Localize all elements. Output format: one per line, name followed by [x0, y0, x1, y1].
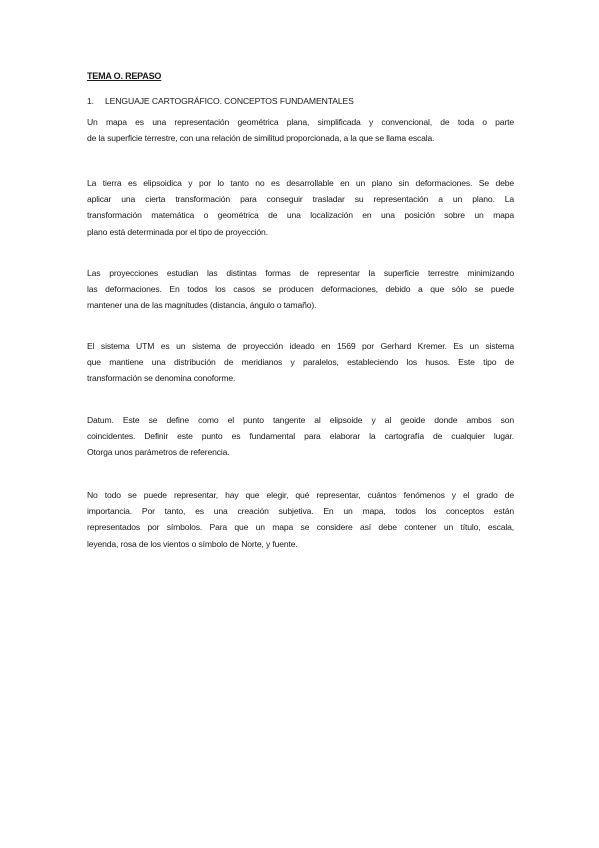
paragraph-line: de la superficie terrestre, con una relación de similitud proporcionada, a la que se llama escala.: [87, 133, 435, 144]
paragraph-line: aplicar una cierta transformación para conseguir trasladar su representación a un plano. La: [87, 194, 514, 205]
paragraph-line: plano está determinada por el tipo de proyección.: [87, 226, 268, 237]
paragraph-line: El sistema UTM es un sistema de proyección ideado en 1569 por Gerhard Kremer. Es un sistema: [87, 341, 514, 351]
paragraph-line: No todo se puede representar, hay que elegir, qué representar, cuántos fenómenos y el grado de: [87, 490, 514, 500]
paragraph-line: las deformaciones. En todos los casos se producen deformaciones, debido a que sólo se puede: [87, 284, 514, 295]
paragraph-line: transformación matemática o geométrica de una localización en una posición sobre un mapa: [87, 210, 514, 221]
section-title: LENGUAJE CARTOGRÁFICO. CONCEPTOS FUNDAMENTALES: [105, 96, 354, 106]
paragraph-map-elements: [87, 487, 514, 552]
paragraph-earth-ellipsoid: [87, 175, 514, 240]
paragraph-line: Un mapa es una representación geométrica plana, simplificada y convencional, de toda o parte: [87, 117, 514, 127]
paragraph-line: transformación se denomina conoforme.: [87, 373, 236, 384]
paragraph-utm-system: [87, 338, 514, 387]
paragraph-datum: [87, 412, 514, 461]
paragraph-line: coincidentes. Definir este punto es fundamental para elaborar la cartografía de cualquier lugar.: [87, 431, 514, 442]
paragraph-line: mantener una de las magnitudes (distancia, ángulo o tamaño).: [87, 300, 317, 311]
section-heading: [87, 96, 354, 106]
paragraph-line: Datum. Este se define como el punto tangente al elipsoide y al geoide donde ambos son: [87, 415, 514, 425]
paragraph-line: La tierra es elipsoidica y por lo tanto no es desarrollable en un plano sin deformaciones. Se debe: [87, 178, 514, 188]
paragraph-line: leyenda, rosa de los vientos o símbolo de Norte, y fuente.: [87, 538, 298, 549]
paragraph-line: que mantiene una distribución de meridianos y paralelos, estableciendo los husos. Este tipo de: [87, 357, 514, 368]
paragraph-line: Otorga unos parámetros de referencia.: [87, 447, 230, 458]
paragraph-line: representados por símbolos. Para que un mapa se considere así debe contener un título, escala,: [87, 522, 514, 533]
document-title: TEMA O. REPASO: [87, 71, 162, 81]
paragraph-map-definition: [87, 114, 514, 146]
paragraph-line: importancia. Por tanto, es una creación subjetiva. En un mapa, todos los conceptos están: [87, 506, 514, 517]
paragraph-projections: [87, 265, 514, 314]
paragraph-line: Las proyecciones estudian las distintas formas de representar la superficie terrestre minimizando: [87, 268, 514, 278]
section-number: 1.: [87, 96, 94, 106]
